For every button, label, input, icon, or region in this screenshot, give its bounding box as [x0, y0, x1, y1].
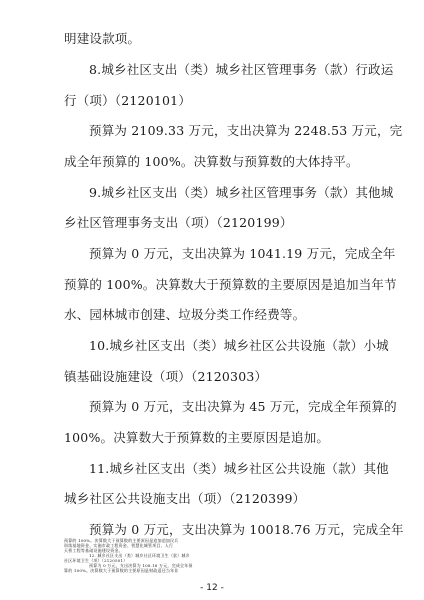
section-heading-9: 9.城乡社区支出（类）城乡社区管理事务（款）其他城 [89, 185, 394, 200]
text-line: 100%。决算数大于预算数的主要原因是追加。 [64, 430, 330, 445]
section-heading-11-cont: 城乡社区公共设施支出（项）（2120399） [64, 491, 306, 506]
section-heading-8-cont: 行（项）（2120101） [64, 93, 192, 108]
text-line: 水、园林城市创建、垃圾分类工作经费等。 [64, 307, 306, 322]
text-line: 社区环境卫生（项）（2120501） [64, 558, 128, 563]
text-line: 预算为 0 万元，支出决算为 45 万元，完成全年预算的 [89, 399, 397, 414]
section-heading-10-cont: 镇基础设施建设（项）（2120303） [64, 369, 268, 384]
text-line: 预算的 100%。决算数大于预算数的主要原因是追加当年节 [64, 277, 397, 292]
text-line: 算的 100%。决算数大于预算数的主要原因是财政返还当年非 [64, 568, 179, 573]
section-heading-8: 8.城乡社区支出（类）城乡社区管理事务（款）行政运 [89, 62, 394, 77]
text-line: 预算的 100%。决算数大于预算数的主要原因是追加追加民兵 [64, 538, 179, 543]
text-line: 明建设款项。 [64, 31, 141, 46]
section-heading-9-cont: 乡社区管理事务支出（项）（2120199） [64, 215, 293, 230]
text-line: 训练基地资金、实施市政工程资金、智慧化城管项目、人行 [64, 543, 174, 548]
page-number: - 12 - [200, 583, 224, 593]
text-line: 成全年预算的 100%。决算数与预算数的大体持平。 [64, 154, 359, 169]
section-heading-10: 10.城乡社区支出（类）城乡社区公共设施（款）小城 [89, 338, 389, 353]
text-continuation [0, 538, 424, 578]
text-line: 预算为 0 万元，支出决算为 10018.76 万元，完成全年 [89, 522, 404, 537]
text-line: 预算为 0 万元，支出决算为 1041.19 万元，完成全年 [89, 246, 396, 261]
text-line: 预算为 0 万元，支出决算为 108.18 万元，完成全年预 [89, 563, 193, 568]
text-line: 12. 城乡社区支出（类）城乡社区环境卫生（款）城乡 [89, 553, 190, 558]
text-line: 预算为 2109.33 万元，支出决算为 2248.53 万元，完 [89, 123, 403, 138]
text-line: 天桥工程等基础设施建设资金。 [64, 548, 123, 553]
section-heading-11: 11.城乡社区支出（类）城乡社区公共设施（款）其他 [89, 461, 389, 476]
